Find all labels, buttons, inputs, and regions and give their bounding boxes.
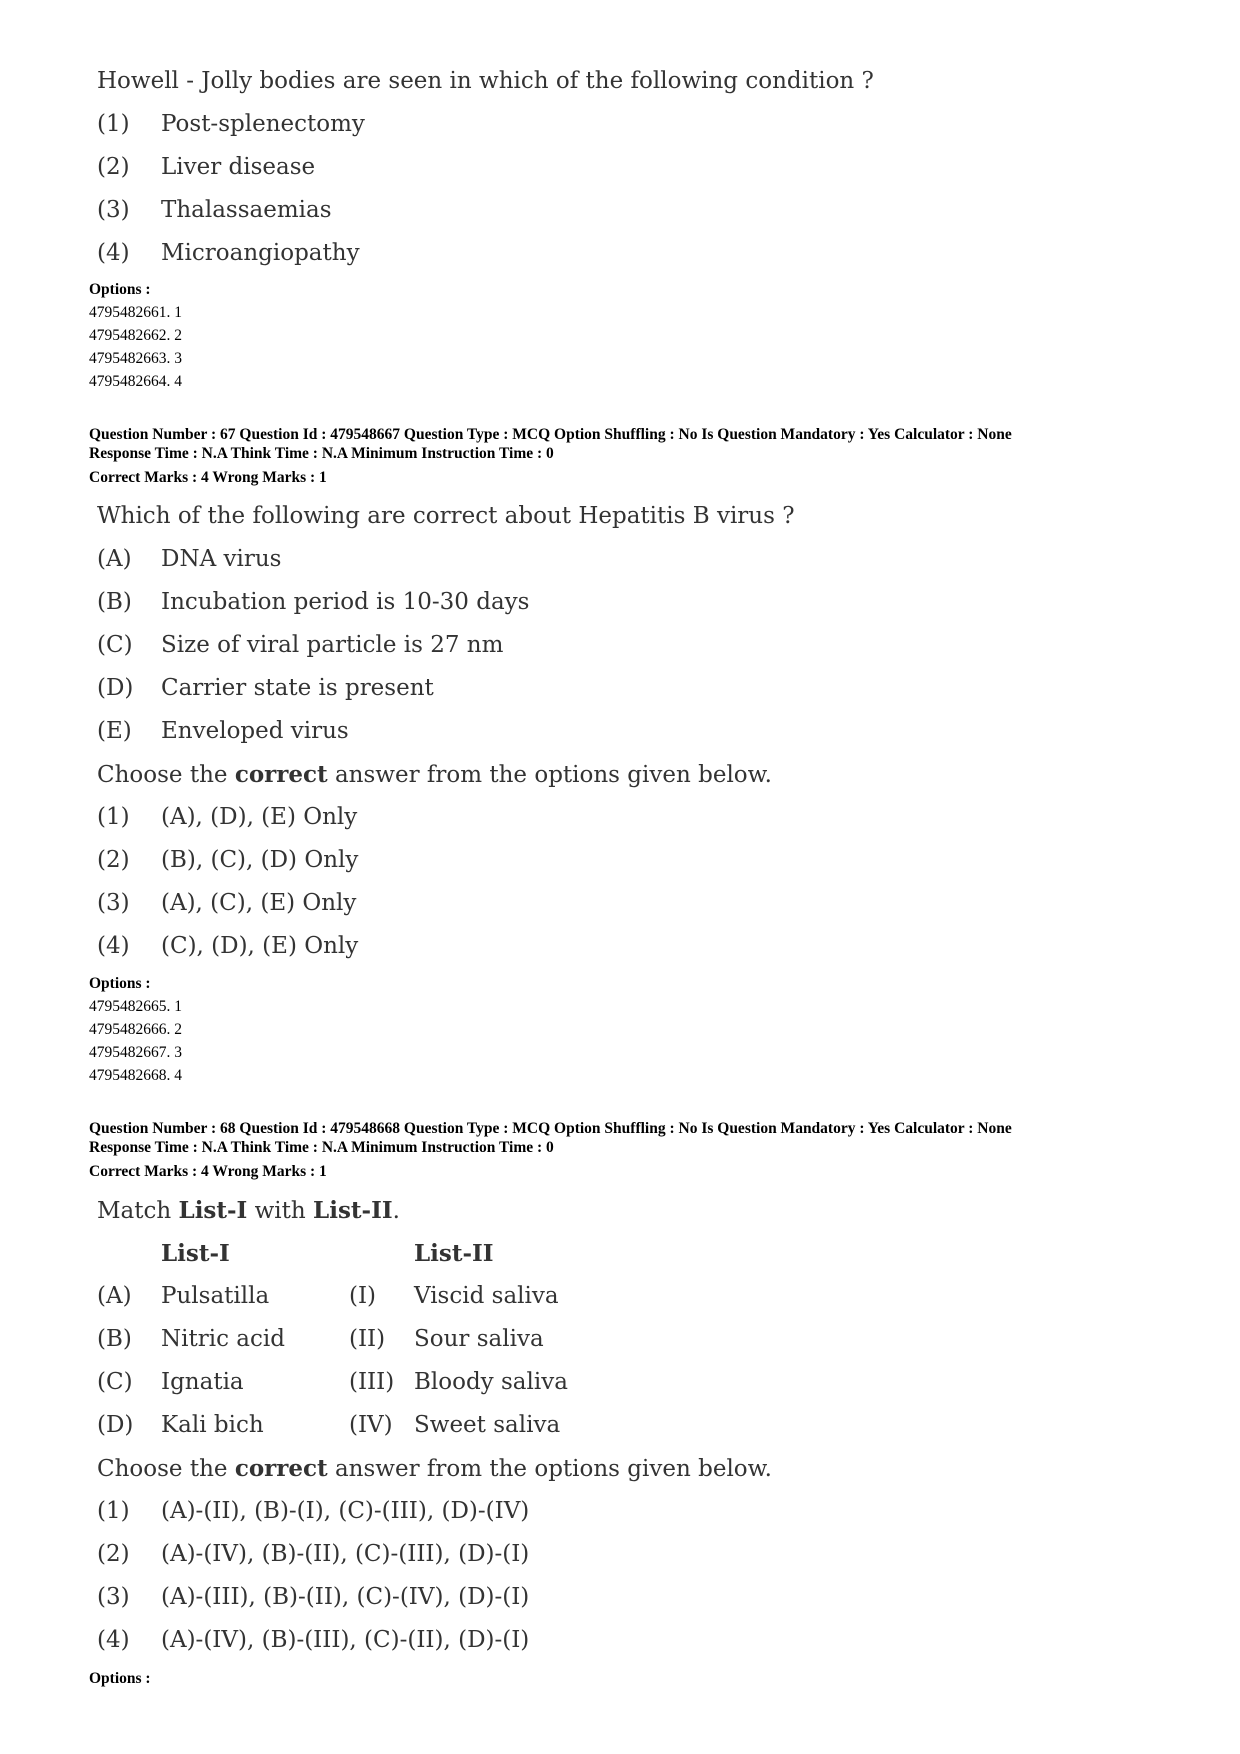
option-id: 4795482665. 1: [89, 998, 182, 1015]
instruction: [97, 1455, 772, 1482]
match-row: [97, 1326, 697, 1356]
option-id: 4795482663. 3: [89, 350, 182, 367]
match-row: [97, 1412, 697, 1442]
choice-label: (1): [97, 804, 130, 830]
statement-text: DNA virus: [161, 546, 282, 572]
list-2-item: Viscid saliva: [414, 1283, 559, 1309]
stem-text: with: [247, 1198, 314, 1224]
list-1-label: (C): [97, 1369, 133, 1395]
instruction-emphasis: correct: [234, 761, 328, 788]
choice-text: (A)-(IV), (B)-(III), (C)-(II), (D)-(I): [161, 1627, 530, 1653]
option-id: 4795482661. 1: [89, 304, 182, 321]
choice-label: (3): [97, 197, 130, 223]
choice-label: (3): [97, 890, 130, 916]
choice-label: (2): [97, 1541, 130, 1567]
instruction-emphasis: correct: [234, 1455, 328, 1482]
instruction-text: Choose the: [97, 1456, 235, 1482]
question-meta: Question Number : 67 Question Id : 479548667 Question Type : MCQ Option Shuffling : No Is Question Mandatory : Yes Calculator : None: [89, 426, 1012, 443]
statement-label: (B): [97, 589, 132, 615]
list-1-heading: List-I: [161, 1240, 230, 1267]
choice-label: (3): [97, 1584, 130, 1610]
question-meta: Response Time : N.A Think Time : N.A Minimum Instruction Time : 0: [89, 1139, 554, 1156]
stem-emphasis: List-II: [313, 1197, 393, 1224]
instruction: [97, 761, 772, 788]
choice-text: (B), (C), (D) Only: [161, 847, 359, 873]
list-2-item: Bloody saliva: [414, 1369, 568, 1395]
option-id: 4795482664. 4: [89, 373, 182, 390]
list-2-item: Sweet saliva: [414, 1412, 561, 1438]
list-1-item: Nitric acid: [161, 1326, 285, 1352]
choice-label: (4): [97, 240, 130, 266]
statement-text: Carrier state is present: [161, 675, 434, 701]
list-1-item: Kali bich: [161, 1412, 264, 1438]
choice-text: (C), (D), (E) Only: [161, 933, 359, 959]
list-1-item: Pulsatilla: [161, 1283, 270, 1309]
list-1-label: (D): [97, 1412, 134, 1438]
question-marks: Correct Marks : 4 Wrong Marks : 1: [89, 469, 327, 486]
choice-text: Post-splenectomy: [161, 111, 365, 137]
choice-text: (A)-(IV), (B)-(II), (C)-(III), (D)-(I): [161, 1541, 530, 1567]
statement-text: Enveloped virus: [161, 718, 349, 744]
instruction-text: Choose the: [97, 762, 235, 788]
question-marks: Correct Marks : 4 Wrong Marks : 1: [89, 1163, 327, 1180]
instruction-text: answer from the options given below.: [327, 1456, 772, 1482]
question-meta: Question Number : 68 Question Id : 479548668 Question Type : MCQ Option Shuffling : No Is Question Mandatory : Yes Calculator : None: [89, 1120, 1012, 1137]
stem-text: .: [392, 1198, 400, 1224]
option-id: 4795482668. 4: [89, 1067, 182, 1084]
choice-label: (4): [97, 933, 130, 959]
choice-text: Liver disease: [161, 154, 316, 180]
statement-label: (E): [97, 718, 132, 744]
question-stem: [97, 1197, 400, 1224]
statement-text: Size of viral particle is 27 nm: [161, 632, 504, 658]
choice-label: (4): [97, 1627, 130, 1653]
choice-text: (A), (C), (E) Only: [161, 890, 357, 916]
choice-text: Thalassaemias: [161, 197, 332, 223]
choice-text: Microangiopathy: [161, 240, 360, 266]
options-heading: Options :: [89, 281, 151, 298]
list-2-heading: List-II: [414, 1240, 494, 1267]
choice-label: (2): [97, 154, 130, 180]
list-1-item: Ignatia: [161, 1369, 244, 1395]
list-2-item: Sour saliva: [414, 1326, 544, 1352]
option-id: 4795482662. 2: [89, 327, 182, 344]
option-id: 4795482666. 2: [89, 1021, 182, 1038]
choice-label: (1): [97, 1498, 130, 1524]
statement-label: (D): [97, 675, 134, 701]
choice-text: (A), (D), (E) Only: [161, 804, 358, 830]
list-2-label: (III): [349, 1369, 395, 1395]
list-2-label: (II): [349, 1326, 386, 1352]
list-1-label: (A): [97, 1283, 132, 1309]
list-2-label: (I): [349, 1283, 377, 1309]
option-id: 4795482667. 3: [89, 1044, 182, 1061]
options-heading: Options :: [89, 1670, 151, 1687]
statement-text: Incubation period is 10-30 days: [161, 589, 530, 615]
question-meta: Response Time : N.A Think Time : N.A Minimum Instruction Time : 0: [89, 445, 554, 462]
options-heading: Options :: [89, 975, 151, 992]
match-row: [97, 1369, 697, 1399]
choice-text: (A)-(II), (B)-(I), (C)-(III), (D)-(IV): [161, 1498, 530, 1524]
question-stem: Which of the following are correct about Hepatitis B virus ?: [97, 503, 795, 529]
choice-text: (A)-(III), (B)-(II), (C)-(IV), (D)-(I): [161, 1584, 530, 1610]
statement-label: (A): [97, 546, 132, 572]
instruction-text: answer from the options given below.: [327, 762, 772, 788]
statement-label: (C): [97, 632, 133, 658]
question-stem: Howell - Jolly bodies are seen in which of the following condition ?: [97, 68, 874, 94]
match-row: [97, 1283, 697, 1313]
stem-text: Match: [97, 1198, 179, 1224]
choice-label: (1): [97, 111, 130, 137]
stem-emphasis: List-I: [178, 1197, 248, 1224]
list-1-label: (B): [97, 1326, 132, 1352]
list-2-label: (IV): [349, 1412, 393, 1438]
choice-label: (2): [97, 847, 130, 873]
